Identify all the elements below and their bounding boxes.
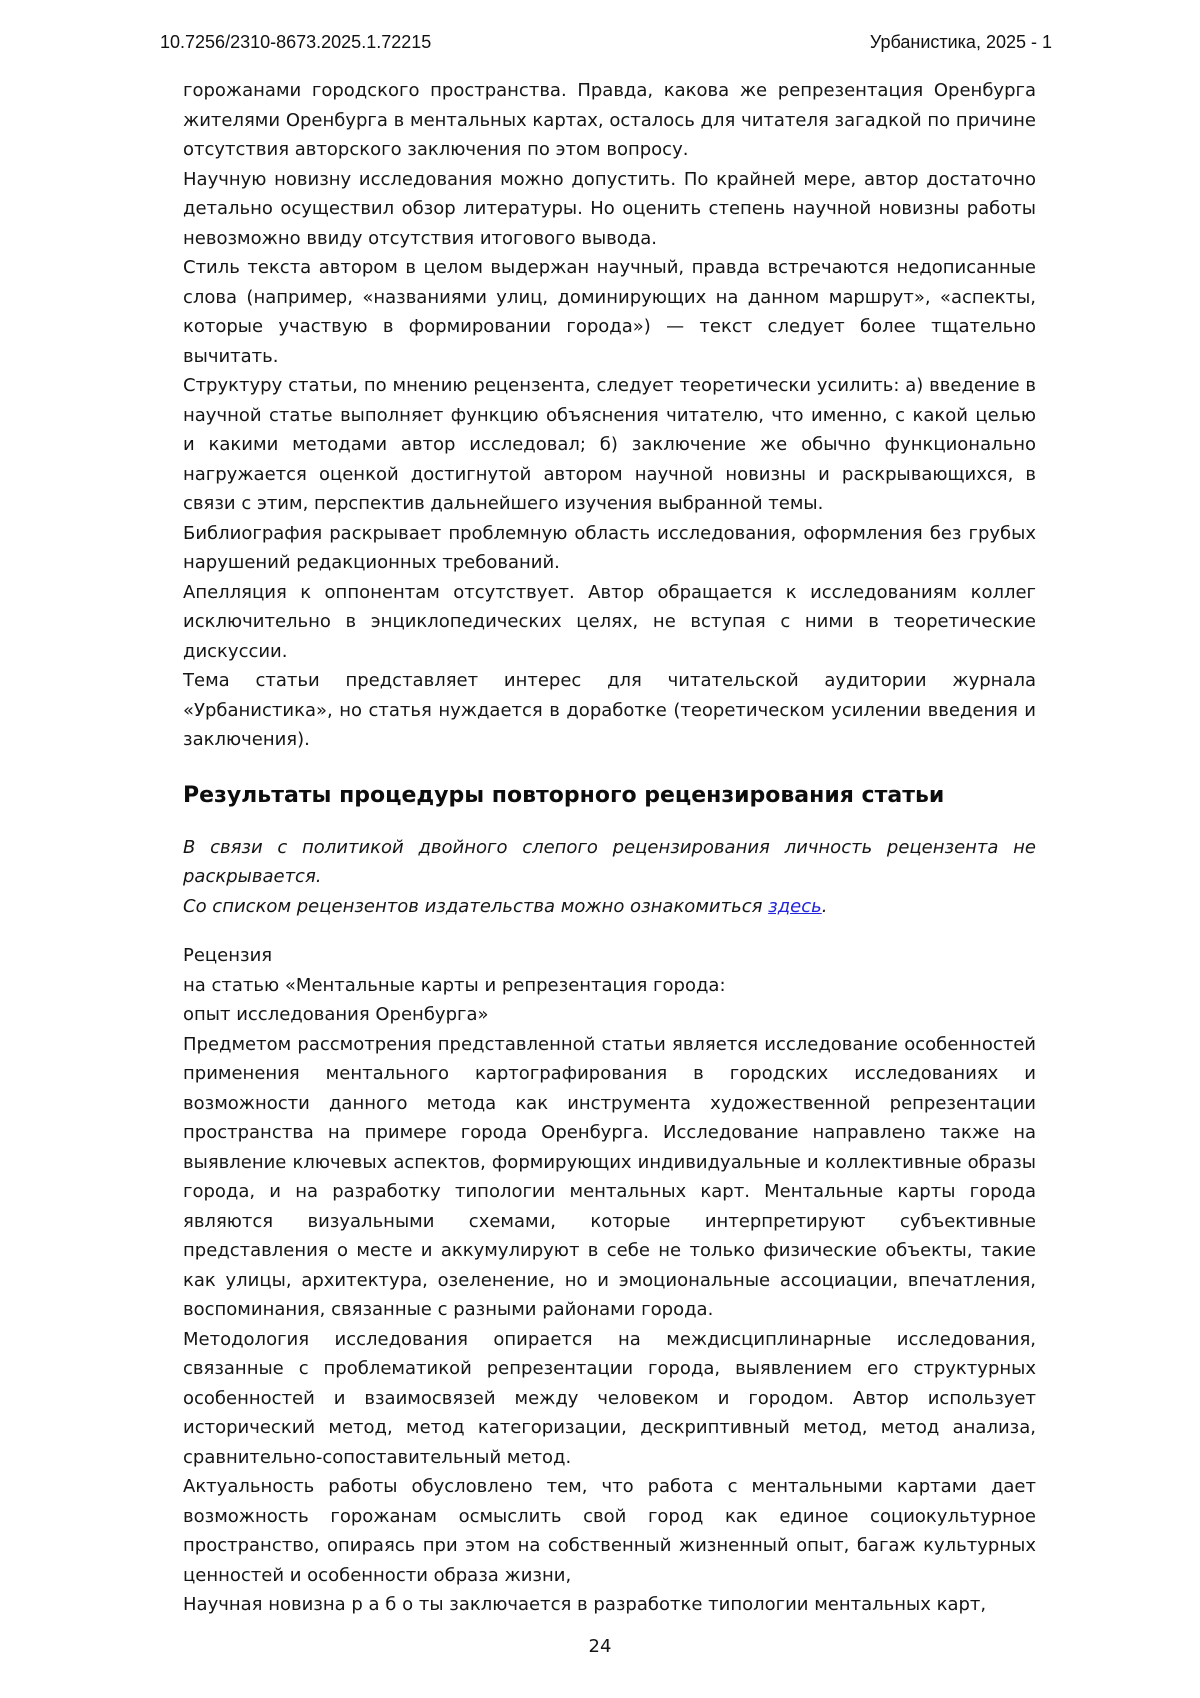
review-paragraph: Тема статьи представляет интерес для читательской аудитории журнала «Урбанистика», но статья нуждается в доработке (теоретическом усилении введения и заключения). bbox=[183, 670, 1036, 750]
review-paragraph: горожанами городского пространства. Правда, какова же репрезентация Оренбурга жителями Оренбурга в ментальных картах, осталось для читателя загадкой по причине отсутствия авторского заключения по этом вопросу. bbox=[183, 80, 1036, 160]
review-paragraph: Научная новизна р а б о ты заключается в разработке типологии ментальных карт, bbox=[183, 1594, 987, 1615]
review-title-line: Рецензия bbox=[183, 945, 273, 966]
document-body bbox=[183, 76, 1036, 1620]
review-paragraph: Структуру статьи, по мнению рецензента, следует теоретически усилить: а) введение в научной статье выполняет функцию объяснения читателю, что именно, с какой целью и какими методами автор исследовал; б) заключение же обычно функционально нагружается оценкой достигнутой автором научной новизны и раскрывающихся, в связи с этим, перспектив дальнейшего изучения выбранной темы. bbox=[183, 375, 1036, 514]
doi-label: 10.7256/2310-8673.2025.1.72215 bbox=[160, 32, 432, 52]
reviewers-list-suffix: . bbox=[821, 895, 828, 917]
review-title-line: опыт исследования Оренбурга» bbox=[183, 1004, 489, 1025]
review-paragraph: Библиография раскрывает проблемную область исследования, оформления без грубых нарушений редакционных требований. bbox=[183, 522, 1036, 573]
reviewers-list-prefix: Со списком рецензентов издательства можно ознакомиться bbox=[183, 895, 769, 917]
review-paragraph: Методология исследования опирается на междисциплинарные исследования, связанные с проблематикой репрезентации города, выявлением его структурных особенностей и взаимосвязей между человеком и городом. Автор использует исторический метод, метод категоризации, дескриптивный метод, метод анализа, сравнительно-сопоставительный метод. bbox=[183, 1328, 1036, 1468]
anonymity-note: В связи с политикой двойного слепого рецензирования личность рецензента не раскрывается. bbox=[183, 836, 1036, 887]
reviewers-list-link[interactable]: здесь bbox=[768, 895, 822, 917]
review-title-line: на статью «Ментальные карты и репрезентация города: bbox=[183, 974, 726, 996]
page-number: 24 bbox=[588, 1636, 612, 1657]
review-paragraph: Апелляция к оппонентам отсутствует. Автор обращается к исследованиям коллег исключительно в энциклопедических целях, не вступая с ними в теоретические дискуссии. bbox=[183, 581, 1036, 662]
reviewers-list-line bbox=[183, 892, 1036, 922]
review-paragraph: Стиль текста автором в целом выдержан научный, правда встречаются недописанные слова (например, «названиями улиц, доминирующих на данном маршрут», «аспекты, которые участвую в формировании города») — текст следует более тщательно вычитать. bbox=[183, 257, 1036, 367]
second-review-block bbox=[183, 941, 1036, 1620]
section-heading: Результаты процедуры повторного рецензирования статьи bbox=[183, 782, 945, 808]
page-header bbox=[160, 30, 1052, 54]
review-paragraph: Актуальность работы обусловлено тем, что работа с ментальными картами дает возможность горожанам осмыслить свой город как единое социокультурное пространство, опираясь при этом на собственный жизненный опыт, багаж культурных ценностей и особенности образа жизни, bbox=[183, 1476, 1036, 1586]
review-paragraph: Предметом рассмотрения представленной статьи является исследование особенностей применения ментального картографирования в городских исследованиях и возможности данного метода как инструмента художественной репрезентации пространства на примере города Оренбурга. Исследование направлено также на выявление ключевых аспектов, формирующих индивидуальные и коллективные образы города, и на разработку типологии ментальных карт. Ментальные карты города являются визуальными схемами, которые интерпретируют субъективные представления о месте и аккумулируют в себе не только физические объекты, такие как улицы, архитектура, озеленение, но и эмоциональные ассоциации, впечатления, воспоминания, связанные с разными районами города. bbox=[183, 1033, 1036, 1320]
review-paragraph: Научную новизну исследования можно допустить. По крайней мере, автор достаточно детально осуществил обзор литературы. Но оценить степень научной новизны работы невозможно ввиду отсутствия итогового вывода. bbox=[183, 168, 1036, 249]
journal-issue-label: Урбанистика, 2025 - 1 bbox=[869, 32, 1052, 52]
